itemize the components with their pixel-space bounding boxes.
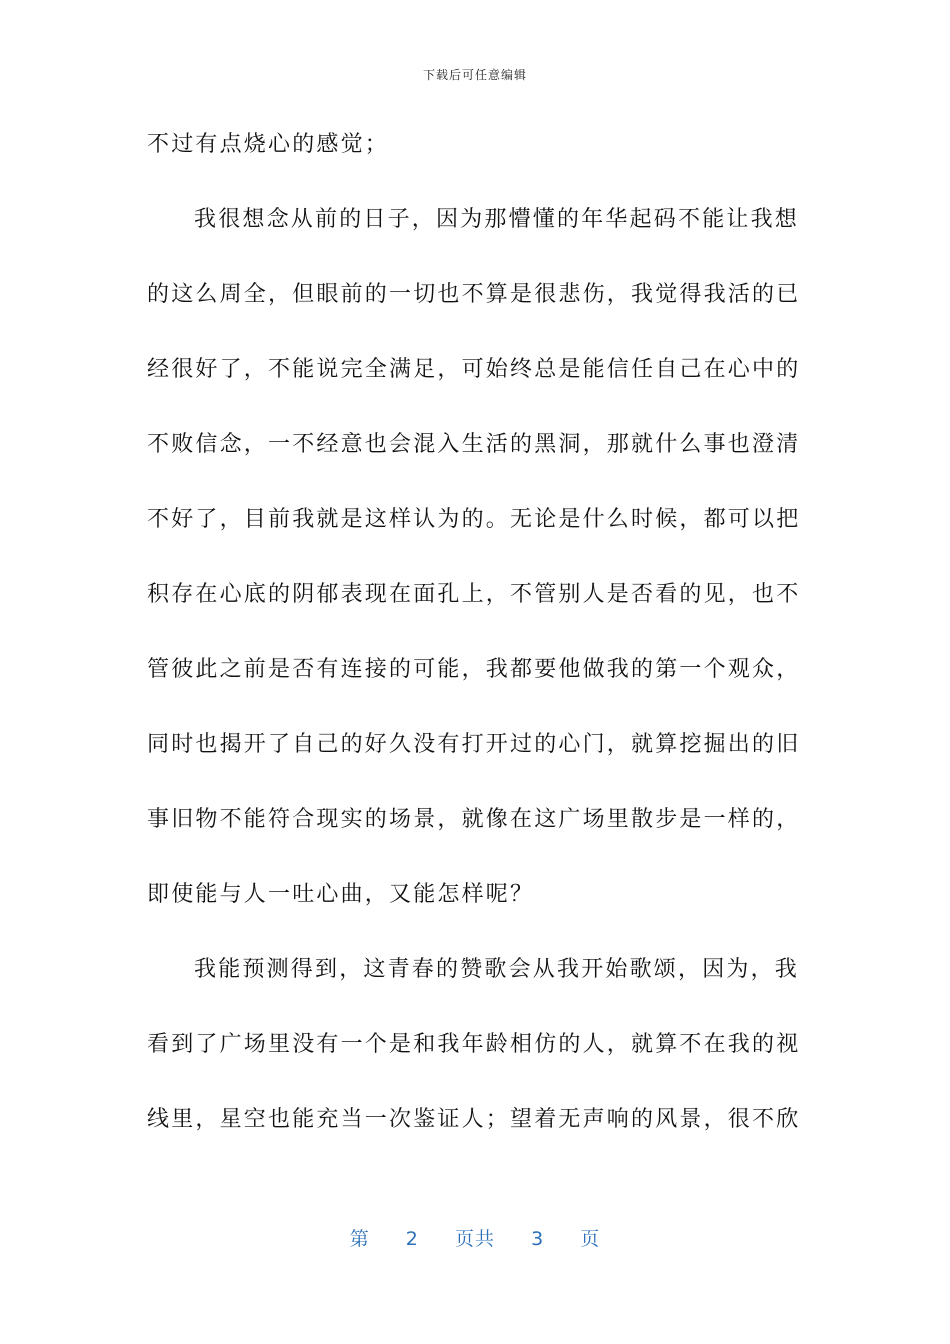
paragraph-start-line: 我很想念从前的日子，因为那懵懂的年华起码不能让我想 [194,207,800,232]
text-line: 的这么周全，但眼前的一切也不算是很悲伤，我觉得我活的已 [147,282,801,307]
text-line: 不好了，目前我就是这样认为的。无论是什么时候，都可以把 [147,507,801,532]
paragraph-start-line: 我能预测得到，这青春的赞歌会从我开始歌颂，因为，我 [194,957,800,982]
footer-middle: 页共 [454,1228,495,1250]
text-line: 即使能与人一吐心曲，又能怎样呢？ [147,882,535,907]
total-pages-number: 3 [531,1228,545,1250]
text-line: 看到了广场里没有一个是和我年龄相仿的人，就算不在我的视 [147,1032,801,1057]
text-line: 积存在心底的阴郁表现在面孔上，不管别人是否看的见，也不 [147,582,801,607]
text-line: 不过有点烧心的感觉； [147,132,390,157]
current-page-number: 2 [405,1228,419,1250]
text-line: 经很好了，不能说完全满足，可始终总是能信任自己在心中的 [147,357,801,382]
footer-suffix: 页 [580,1228,601,1250]
text-line: 管彼此之前是否有连接的可能，我都要他做我的第一个观众， [147,657,801,682]
header-note: 下载后可任意编辑 [422,68,527,82]
text-line: 线里，星空也能充当一次鉴证人；望着无声响的风景，很不欣 [147,1107,801,1132]
footer-prefix: 第 [349,1228,370,1250]
text-line: 事旧物不能符合现实的场景，就像在这广场里散步是一样的， [147,807,801,832]
page-footer [0,1224,950,1251]
document-body [147,120,807,1170]
text-line: 不败信念，一不经意也会混入生活的黑洞，那就什么事也澄清 [147,432,801,457]
text-line: 同时也揭开了自己的好久没有打开过的心门，就算挖掘出的旧 [147,732,801,757]
